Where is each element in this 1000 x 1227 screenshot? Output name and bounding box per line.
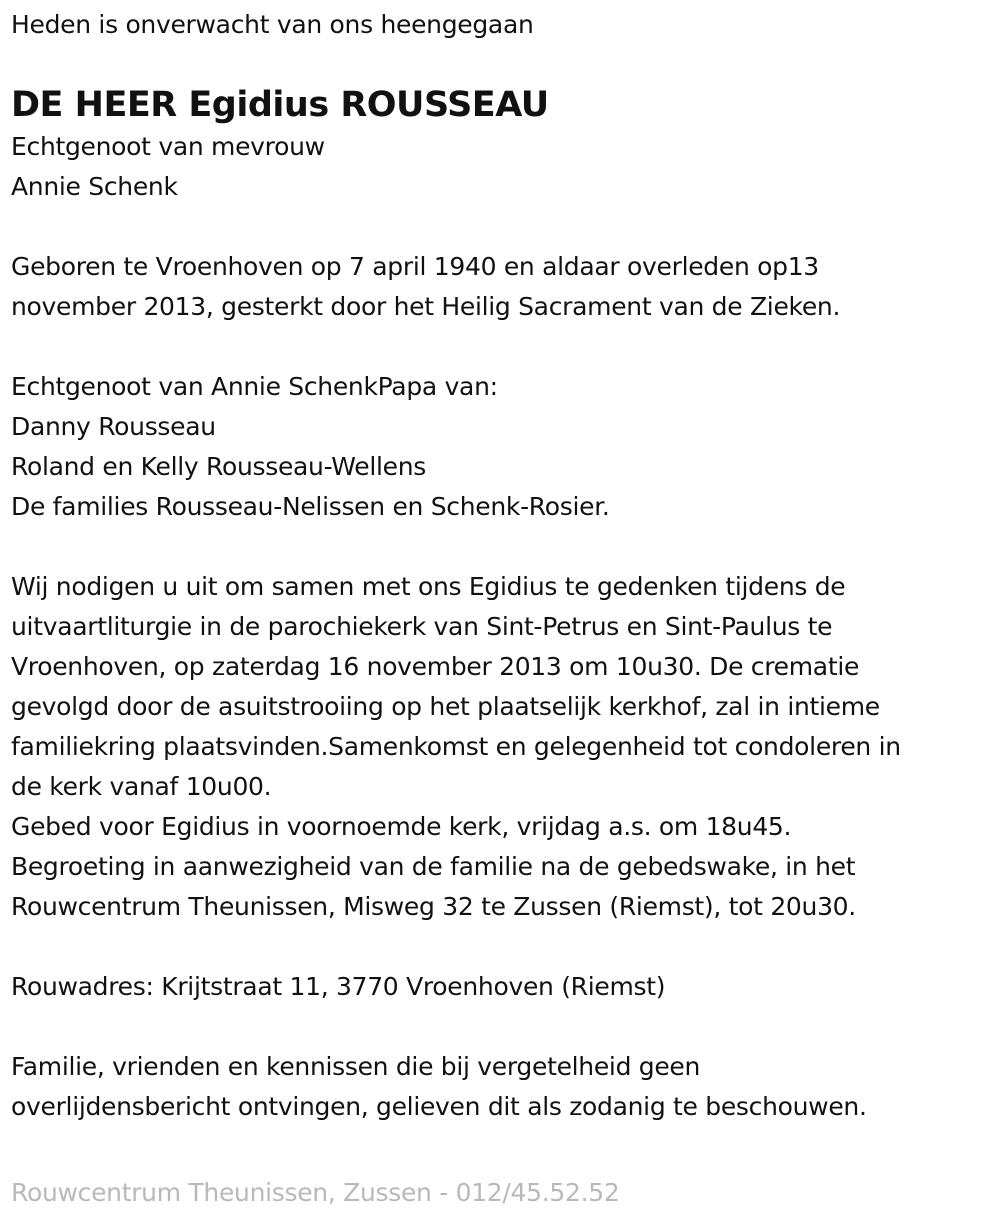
ceremony-line: Rouwcentrum Theunissen, Misweg 32 te Zussen (Riemst), tot 20u30. <box>11 892 856 921</box>
notice-line: Familie, vrienden en kennissen die bij vergetelheid geen <box>11 1052 701 1081</box>
deceased-name: DE HEER Egidius ROUSSEAU <box>11 85 549 125</box>
family-line: Danny Rousseau <box>11 412 216 441</box>
ceremony-line: familiekring plaatsvinden.Samenkomst en gelegenheid tot condoleren in <box>11 732 901 761</box>
spouse-line: Echtgenoot van mevrouw <box>11 132 325 161</box>
intro-text: Heden is onverwacht van ons heengegaan <box>11 10 534 39</box>
spacer <box>11 207 996 247</box>
ceremony-line: gevolgd door de asuitstrooiing op het plaatselijk kerkhof, zal in intieme <box>11 692 880 721</box>
ceremony-line: Wij nodigen u uit om samen met ons Egidius te gedenken tijdens de <box>11 572 846 601</box>
ceremony-line: Gebed voor Egidius in voornoemde kerk, vrijdag a.s. om 18u45. <box>11 812 792 841</box>
ceremony-line: de kerk vanaf 10u00. <box>11 772 272 801</box>
ceremony-line: uitvaartliturgie in de parochiekerk van Sint-Petrus en Sint-Paulus te <box>11 612 833 641</box>
ceremony-line: Begroeting in aanwezigheid van de familie na de gebedswake, in het <box>11 852 856 881</box>
spacer <box>11 527 996 567</box>
spouse-name: Annie Schenk <box>11 172 178 201</box>
spacer <box>11 327 996 367</box>
ceremony-line: Vroenhoven, op zaterdag 16 november 2013 om 10u30. De crematie <box>11 652 860 681</box>
family-line: Echtgenoot van Annie SchenkPapa van: <box>11 372 498 401</box>
birth-line: Geboren te Vroenhoven op 7 april 1940 en aldaar overleden op13 <box>11 252 819 281</box>
spacer <box>11 1007 996 1047</box>
mourning-address: Rouwadres: Krijtstraat 11, 3770 Vroenhoven (Riemst) <box>11 972 666 1001</box>
obituary <box>11 0 996 1127</box>
family-line: De families Rousseau-Nelissen en Schenk-Rosier. <box>11 492 610 521</box>
notice-line: overlijdensbericht ontvingen, gelieven dit als zodanig te beschouwen. <box>11 1092 867 1121</box>
funeral-home-footer: Rouwcentrum Theunissen, Zussen - 012/45.52.52 <box>11 1178 620 1207</box>
spacer <box>11 927 996 967</box>
birth-line: november 2013, gesterkt door het Heilig Sacrament van de Zieken. <box>11 292 841 321</box>
family-line: Roland en Kelly Rousseau-Wellens <box>11 452 426 481</box>
